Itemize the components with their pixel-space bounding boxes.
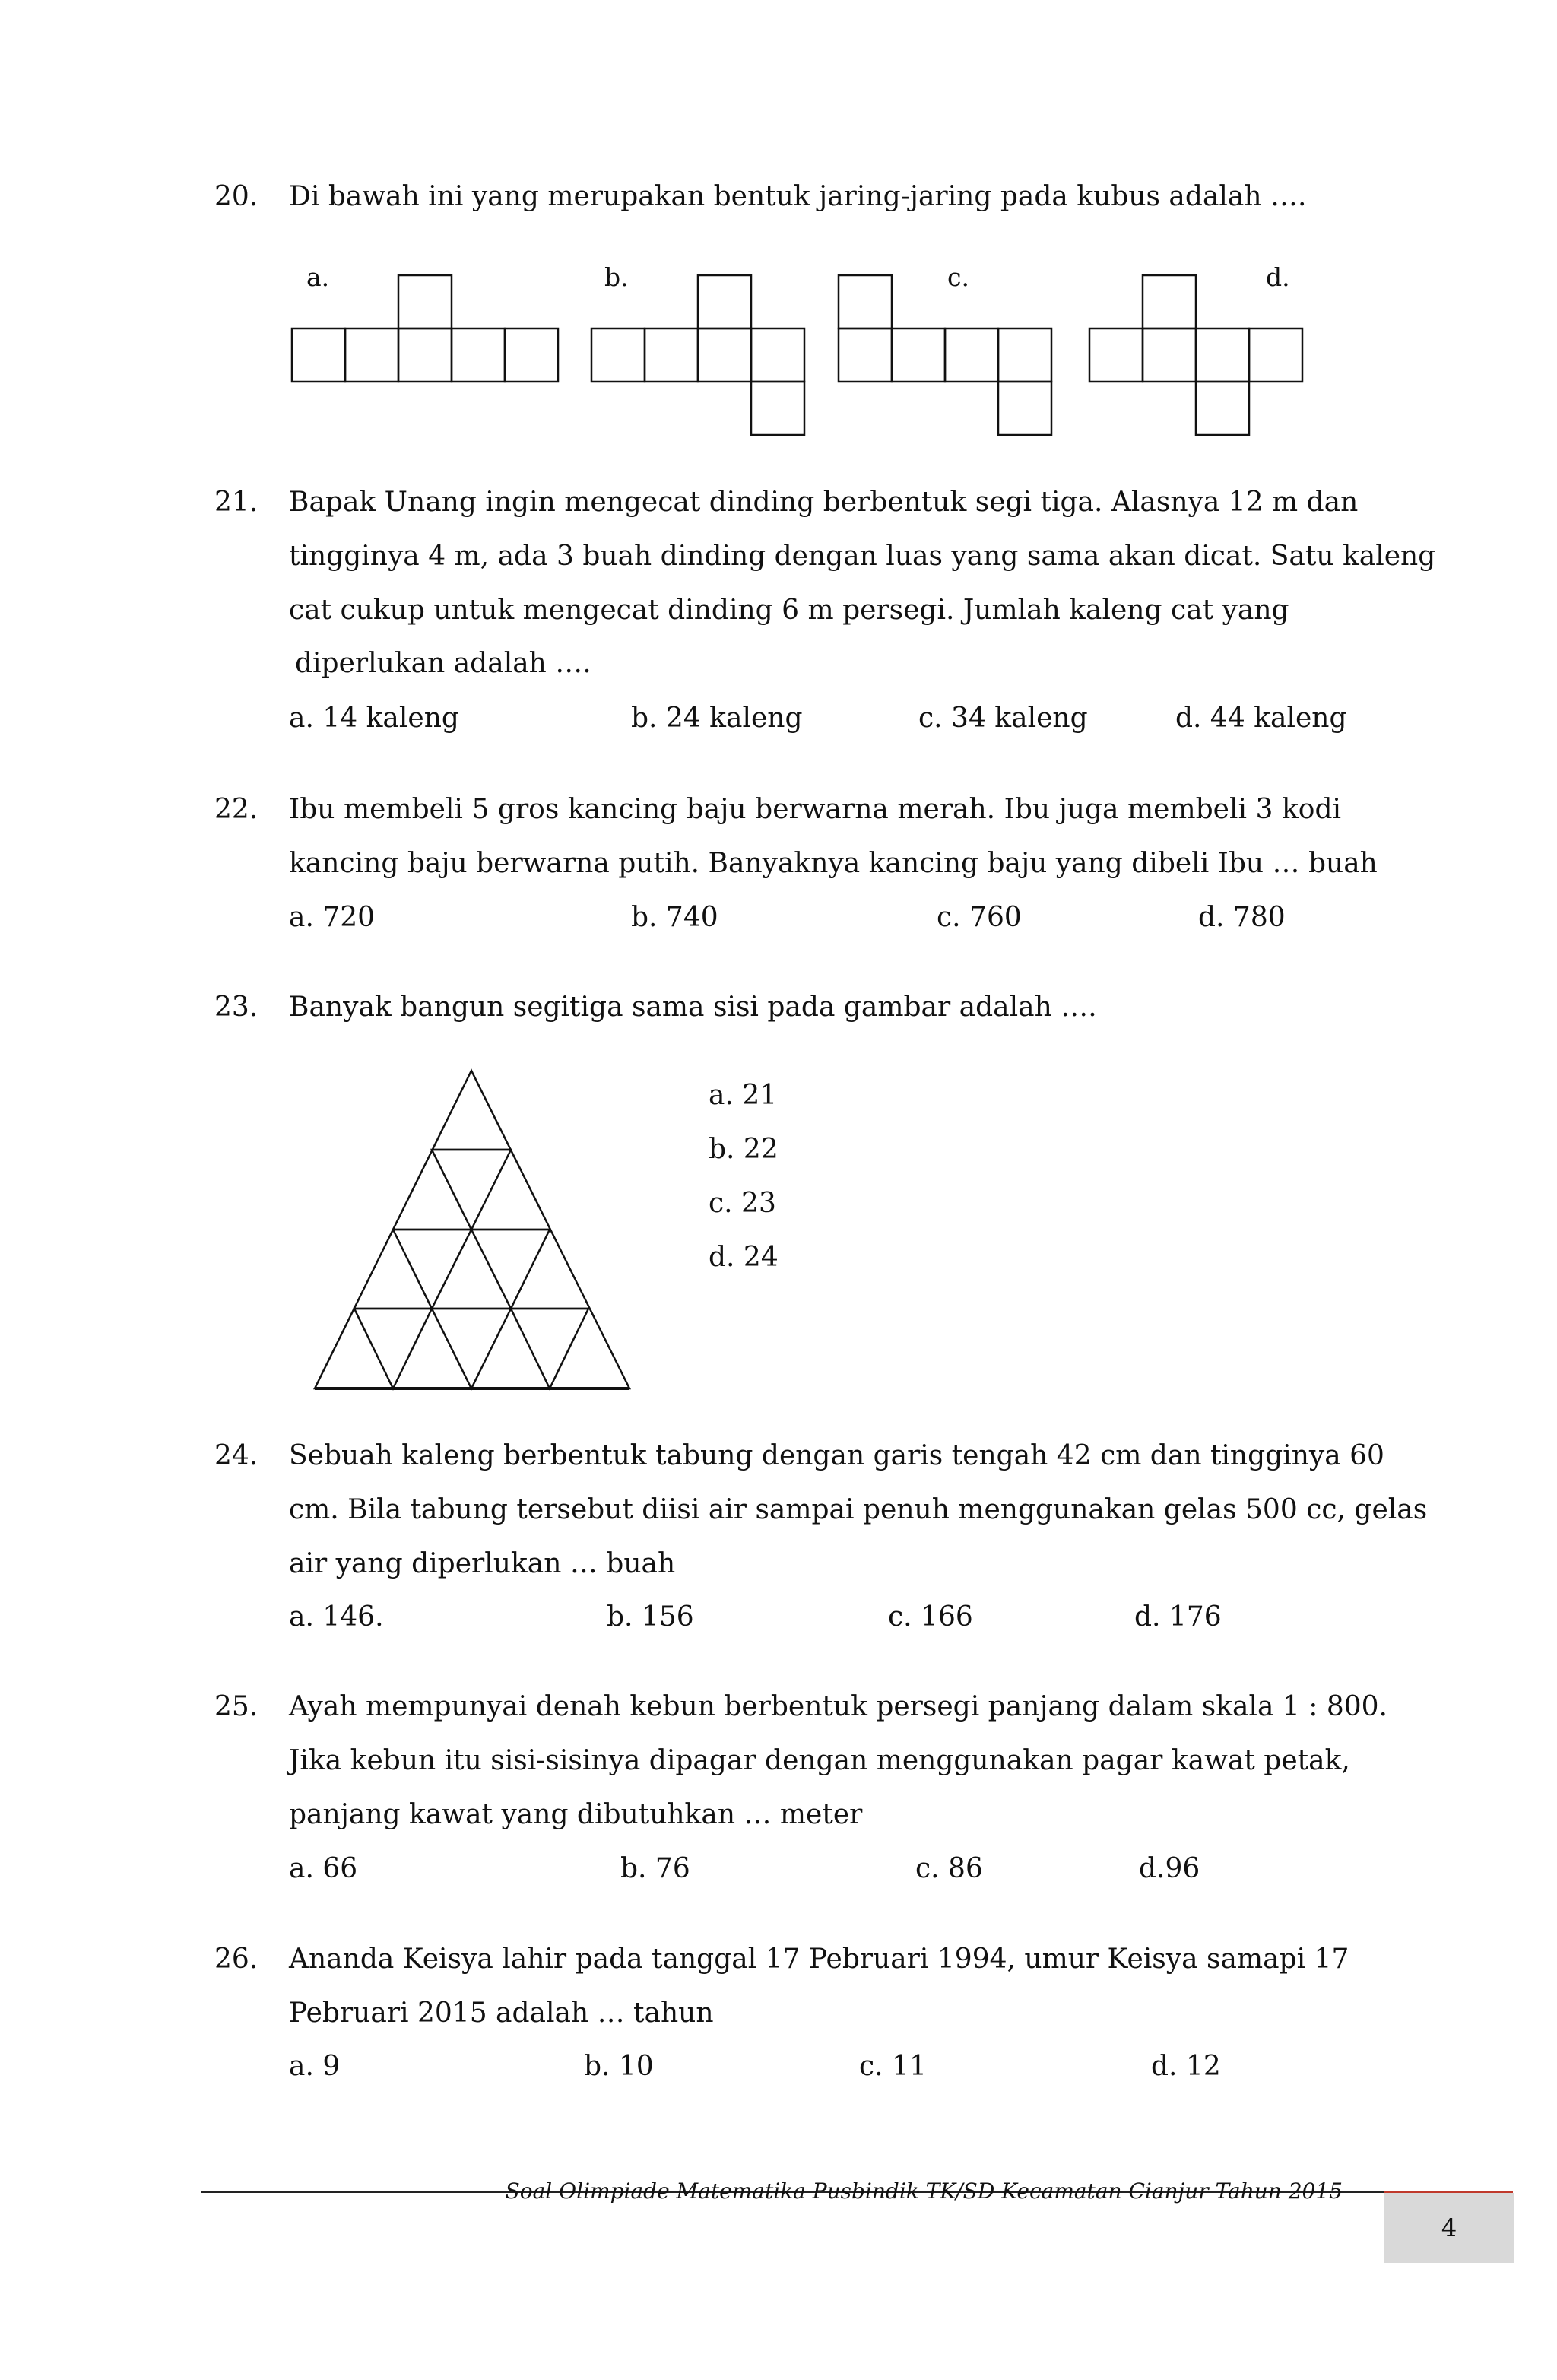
net-b-label: b. bbox=[604, 262, 629, 292]
net-a-label: a. bbox=[306, 262, 330, 292]
question-25-line-1: Ayah mempunyai denah kebun berbentuk persegi panjang dalam skala 1 : 800. bbox=[289, 1691, 1387, 1722]
question-24-option-b: b. 156 bbox=[607, 1601, 694, 1633]
page-number: 4 bbox=[1441, 2213, 1457, 2242]
question-22-line-1: Ibu membeli 5 gros kancing baju berwarna merah. Ibu juga membeli 3 kodi bbox=[289, 794, 1341, 825]
question-24-line-3: air yang diperlukan … buah bbox=[289, 1548, 676, 1579]
question-26-option-d: d. 12 bbox=[1151, 2051, 1221, 2082]
cube-net-c bbox=[839, 275, 1051, 435]
footer-text: Soal Olimpiade Matematika Pusbindik TK/SD Kecamatan Cianjur Tahun 2015 bbox=[505, 2178, 1343, 2204]
question-24-line-2: cm. Bila tabung tersebut diisi air sampai penuh menggunakan gelas 500 cc, gelas bbox=[289, 1494, 1428, 1525]
question-26-number: 26. bbox=[214, 1944, 258, 1975]
question-21-line-4: diperlukan adalah …. bbox=[295, 648, 591, 679]
cube-net-d bbox=[1089, 275, 1302, 435]
question-23-option-b: b. 22 bbox=[709, 1134, 778, 1165]
question-24-option-a: a. 146. bbox=[289, 1601, 384, 1633]
question-20-text: Di bawah ini yang merupakan bentuk jaring-jaring pada kubus adalah …. bbox=[289, 181, 1307, 212]
question-23-number: 23. bbox=[214, 992, 258, 1023]
question-25-option-b: b. 76 bbox=[620, 1853, 690, 1884]
question-25-option-a: a. 66 bbox=[289, 1853, 358, 1884]
question-23-option-c: c. 23 bbox=[709, 1188, 776, 1219]
question-26-option-b: b. 10 bbox=[584, 2051, 654, 2082]
question-22-number: 22. bbox=[214, 794, 258, 825]
question-24-option-d: d. 176 bbox=[1134, 1601, 1222, 1633]
question-25-option-d: d.96 bbox=[1139, 1853, 1200, 1884]
question-23-option-a: a. 21 bbox=[709, 1080, 778, 1111]
question-21-line-2: tingginya 4 m, ada 3 buah dinding dengan luas yang sama akan dicat. Satu kaleng bbox=[289, 541, 1436, 572]
question-22-option-b: b. 740 bbox=[631, 902, 718, 933]
question-26-option-a: a. 9 bbox=[289, 2051, 341, 2082]
question-26-line-1: Ananda Keisya lahir pada tanggal 17 Pebruari 1994, umur Keisya samapi 17 bbox=[289, 1944, 1349, 1975]
question-25-line-3: panjang kawat yang dibutuhkan … meter bbox=[289, 1799, 863, 1830]
question-22-option-d: d. 780 bbox=[1198, 902, 1286, 933]
cube-net-b bbox=[591, 275, 804, 435]
net-d-label: d. bbox=[1266, 262, 1290, 292]
question-21-option-c: c. 34 kaleng bbox=[918, 703, 1088, 734]
question-25-option-c: c. 86 bbox=[915, 1853, 983, 1884]
question-21-option-b: b. 24 kaleng bbox=[631, 703, 803, 734]
net-c-label: c. bbox=[947, 262, 969, 292]
question-23-text: Banyak bangun segitiga sama sisi pada gambar adalah …. bbox=[289, 992, 1097, 1023]
question-25-number: 25. bbox=[214, 1691, 258, 1722]
question-21-option-a: a. 14 kaleng bbox=[289, 703, 459, 734]
triangle-figure bbox=[315, 1071, 629, 1388]
question-26-line-2: Pebruari 2015 adalah … tahun bbox=[289, 1998, 714, 2029]
question-23-option-d: d. 24 bbox=[709, 1242, 778, 1273]
question-21-option-d: d. 44 kaleng bbox=[1175, 703, 1347, 734]
question-25-line-2: Jika kebun itu sisi-sisinya dipagar dengan menggunakan pagar kawat petak, bbox=[289, 1745, 1350, 1776]
question-22-option-a: a. 720 bbox=[289, 902, 376, 933]
question-24-number: 24. bbox=[214, 1440, 258, 1471]
question-24-line-1: Sebuah kaleng berbentuk tabung dengan garis tengah 42 cm dan tingginya 60 bbox=[289, 1440, 1384, 1471]
question-24-option-c: c. 166 bbox=[888, 1601, 973, 1633]
question-21-line-1: Bapak Unang ingin mengecat dinding berbentuk segi tiga. Alasnya 12 m dan bbox=[289, 487, 1359, 518]
question-21-number: 21. bbox=[214, 487, 258, 518]
cube-net-a bbox=[292, 275, 558, 382]
question-26-option-c: c. 11 bbox=[859, 2051, 927, 2082]
question-20-number: 20. bbox=[214, 181, 258, 212]
question-22-option-c: c. 760 bbox=[937, 902, 1022, 933]
question-21-line-3: cat cukup untuk mengecat dinding 6 m persegi. Jumlah kaleng cat yang bbox=[289, 595, 1289, 626]
question-22-line-2: kancing baju berwarna putih. Banyaknya kancing baju yang dibeli Ibu … buah bbox=[289, 848, 1378, 879]
